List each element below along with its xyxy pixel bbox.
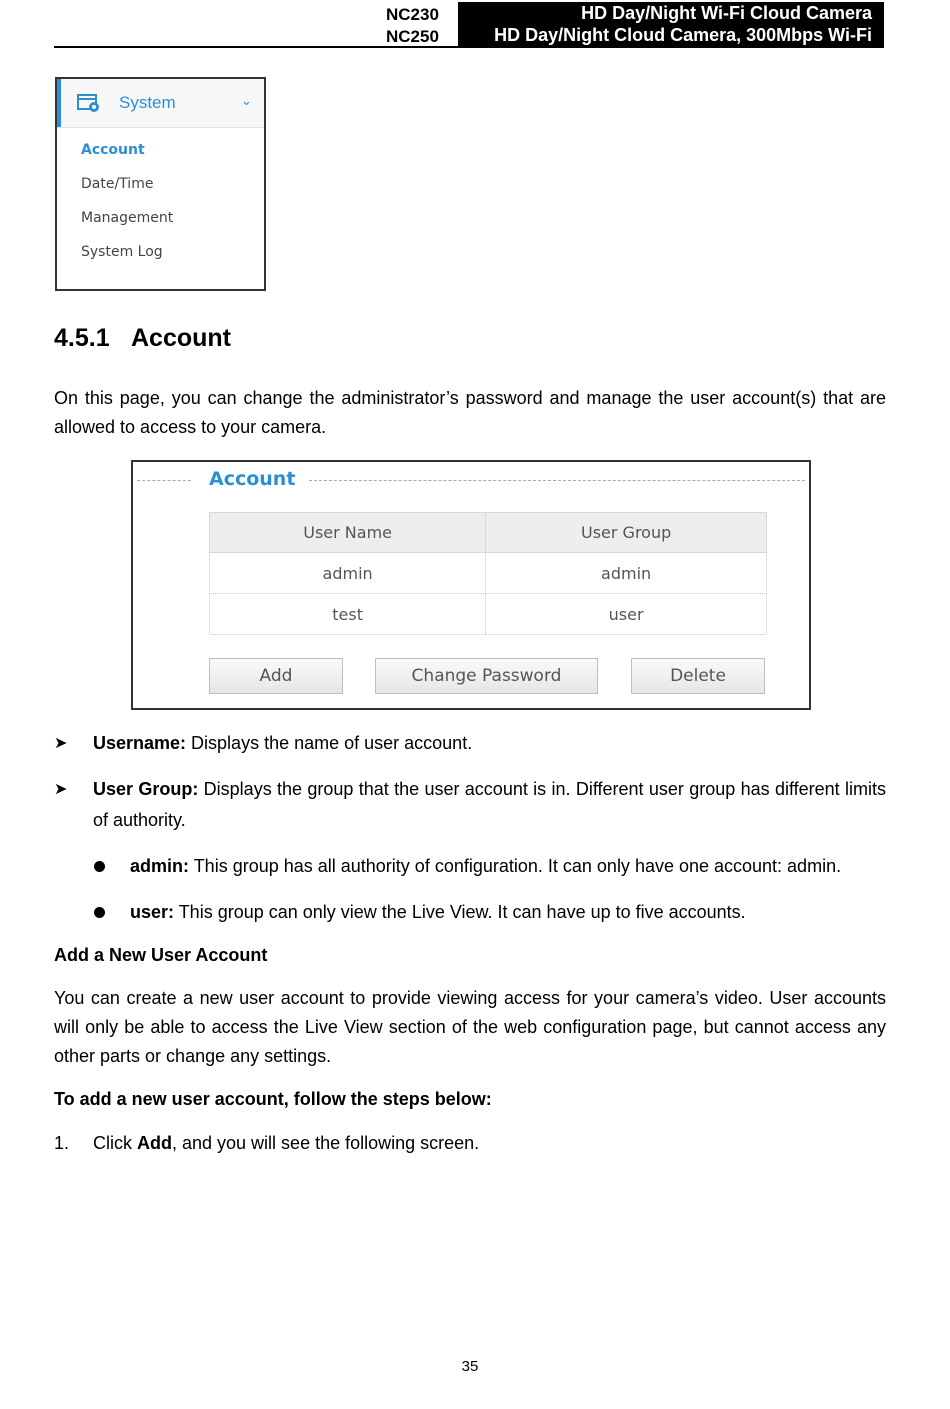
- arrow-bullet-icon: ➤: [54, 781, 68, 798]
- panel-title-rule-right: [309, 480, 805, 481]
- system-menu-title: System: [119, 93, 176, 112]
- chevron-down-icon: ⌄: [241, 93, 252, 108]
- table-row[interactable]: [210, 553, 767, 594]
- table-header-row: [210, 513, 767, 553]
- step-text-pre: Click: [93, 1133, 137, 1153]
- system-settings-icon: [77, 93, 101, 113]
- header-description-box: [458, 2, 884, 48]
- cell-user-name: test: [210, 594, 486, 635]
- section-title: Account: [131, 324, 231, 352]
- section-number: 4.5.1: [54, 324, 110, 352]
- step-number: 1.: [54, 1133, 70, 1153]
- system-menu-screenshot: [55, 77, 266, 291]
- delete-button[interactable]: Delete: [631, 658, 765, 694]
- menu-item-system-log[interactable]: System Log: [81, 244, 163, 260]
- bullet-username: [54, 728, 886, 759]
- dot-bullet-icon: [94, 861, 105, 872]
- step-text-bold: Add: [137, 1133, 172, 1153]
- step-1: [54, 1133, 479, 1154]
- arrow-bullet-icon: ➤: [54, 735, 68, 752]
- header-description-2: HD Day/Night Cloud Camera, 300Mbps Wi-Fi: [494, 25, 872, 45]
- add-button[interactable]: Add: [209, 658, 343, 694]
- header-rule: [54, 46, 458, 48]
- table-row[interactable]: [210, 594, 767, 635]
- menu-item-date-time[interactable]: Date/Time: [81, 176, 154, 192]
- bullet-text: Displays the name of user account.: [186, 733, 473, 753]
- model-nc230: NC230: [386, 5, 439, 24]
- column-header-user-name: User Name: [210, 513, 486, 553]
- page-number: 35: [461, 1358, 479, 1375]
- step-text-post: , and you will see the following screen.: [172, 1133, 480, 1153]
- account-table: [209, 512, 767, 635]
- sub-bullet-admin: [94, 852, 886, 880]
- system-menu-header[interactable]: [57, 79, 264, 128]
- model-nc250: NC250: [386, 27, 439, 46]
- add-user-paragraph: You can create a new user account to provide viewing access for your camera’s video. User accounts will only be able to access the Live View section of the web configuration page, but cannot access any other parts or change any settings.: [54, 988, 886, 1066]
- bullet-term: User Group:: [93, 779, 199, 799]
- bullet-user-group: [54, 774, 886, 836]
- header-models: [386, 4, 454, 48]
- steps-heading: To add a new user account, follow the steps below:: [54, 1089, 492, 1109]
- menu-item-account[interactable]: Account: [81, 142, 145, 158]
- cell-user-name: admin: [210, 553, 486, 594]
- add-user-heading: Add a New User Account: [54, 945, 268, 965]
- sub-bullet-term: user:: [130, 902, 175, 922]
- active-indicator-bar: [57, 79, 61, 127]
- column-header-user-group: User Group: [486, 513, 767, 553]
- sub-bullet-text: This group can only view the Live View. It can have up to five accounts.: [174, 902, 746, 922]
- bullet-term: Username:: [93, 733, 187, 753]
- dot-bullet-icon: [94, 907, 105, 918]
- account-panel-screenshot: [131, 460, 811, 710]
- cell-user-group: admin: [486, 553, 767, 594]
- cell-user-group: user: [486, 594, 767, 635]
- menu-item-management[interactable]: Management: [81, 210, 174, 226]
- change-password-button[interactable]: Change Password: [375, 658, 598, 694]
- sub-bullet-text: This group has all authority of configuration. It can only have one account: admin.: [189, 856, 842, 876]
- section-heading: [54, 324, 231, 353]
- sub-bullet-user: [94, 898, 886, 926]
- account-panel-title: Account: [209, 468, 296, 490]
- header-description-1: HD Day/Night Wi-Fi Cloud Camera: [581, 3, 872, 23]
- panel-title-rule-left: [137, 480, 191, 481]
- sub-bullet-term: admin:: [130, 856, 190, 876]
- bullet-text: Displays the group that the user account is in. Different user group has different limits of authority.: [93, 779, 886, 830]
- section-intro: On this page, you can change the administrator’s password and manage the user account(s) that are allowed to access to your camera.: [54, 388, 886, 437]
